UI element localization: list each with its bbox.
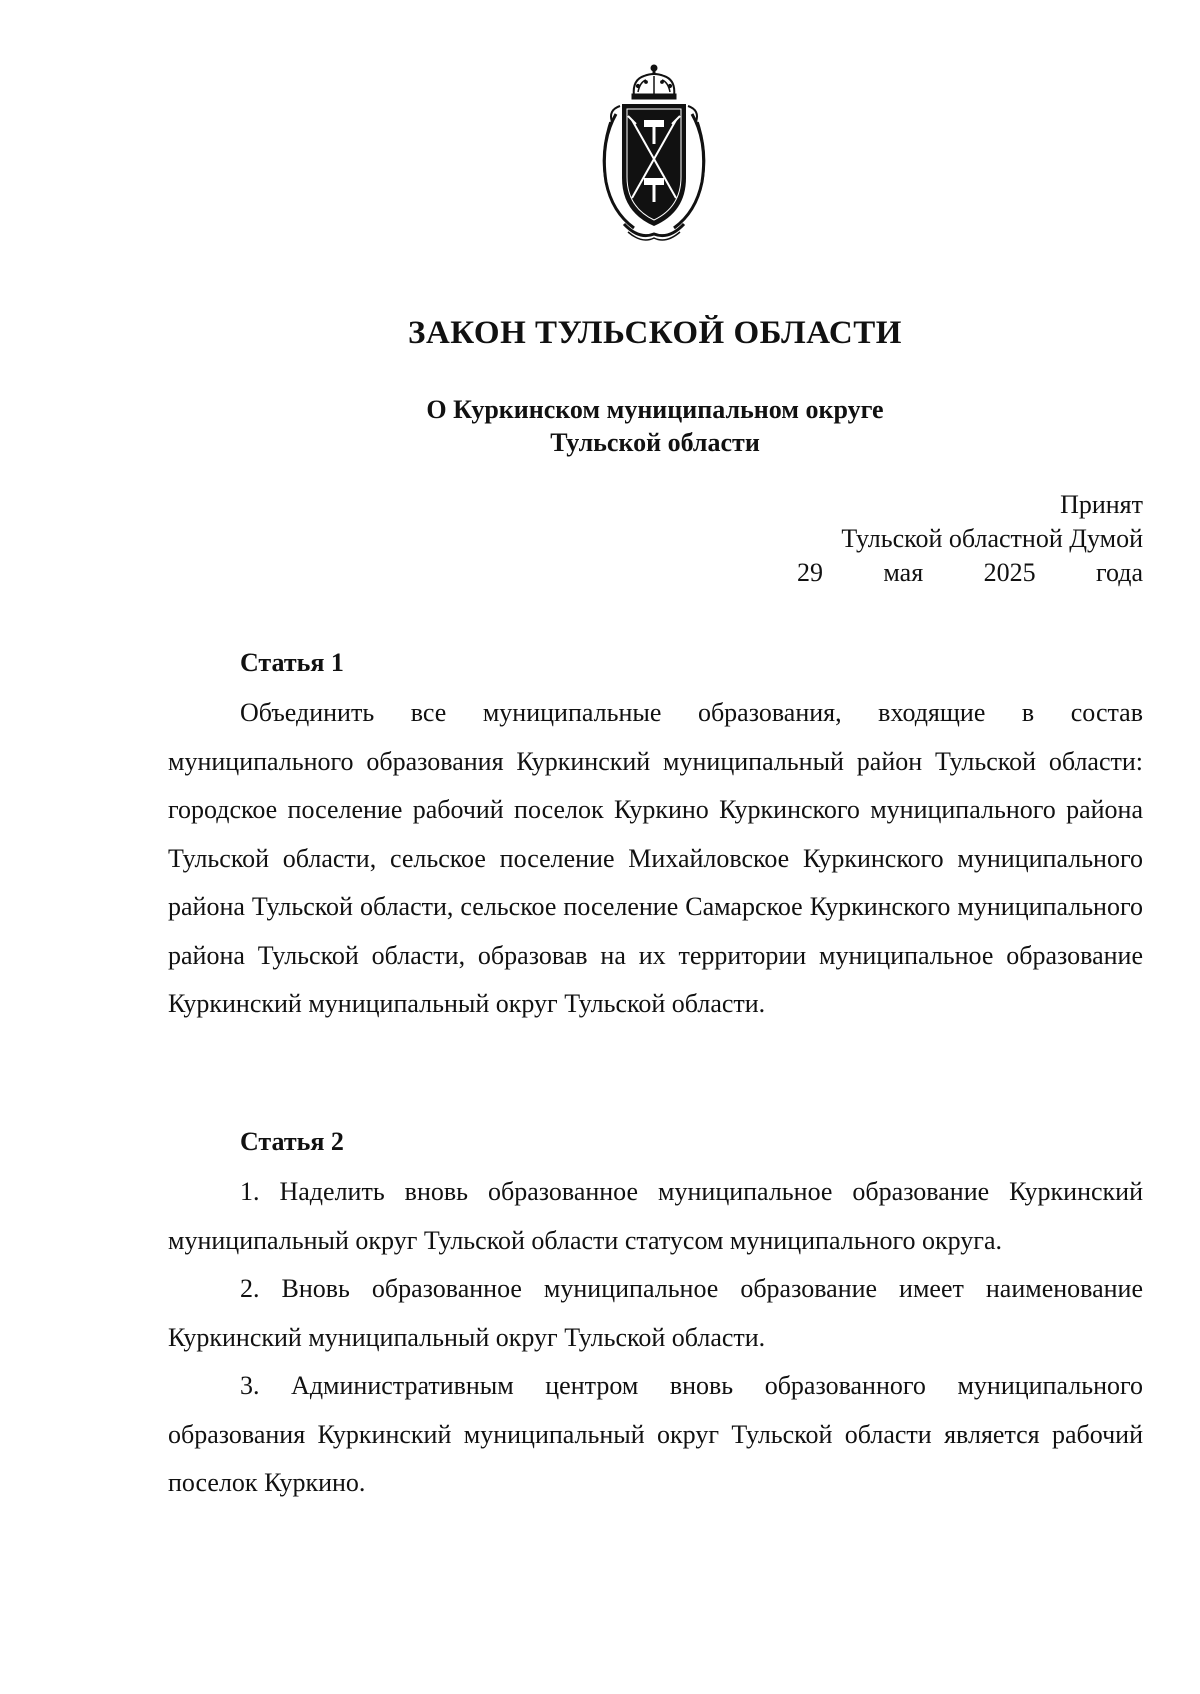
- article-paragraph: Объединить все муниципальные образования, входящие в состав муниципального образования Куркинский муниципальный район Тульской области: городское поселение рабочий поселок Куркино Куркинского муниципального района Тульской области, сельское поселение Михайловское Куркинского муниципального района Тульской области, сельское поселение Самарское Куркинского муниципального района Тульской области, образовав на их территории муниципальное образование Куркинский муниципальный округ Тульской области.: [168, 698, 1143, 1018]
- article-paragraph: 1. Наделить вновь образованное муниципальное образование Куркинский муниципальный округ Тульской области статусом муниципального округа.: [168, 1177, 1143, 1255]
- law-subtitle-line: Тульской области: [550, 428, 760, 457]
- article-2-body: [168, 1168, 1143, 1508]
- law-subtitle: [0, 393, 1200, 459]
- adoption-year-suffix: года: [1095, 558, 1143, 587]
- adoption-label: Принят: [1060, 490, 1143, 519]
- adoption-date: [797, 556, 1143, 590]
- law-subtitle-line: О Куркинском муниципальном округе: [426, 395, 884, 424]
- law-title: ЗАКОН ТУЛЬСКОЙ ОБЛАСТИ: [408, 315, 902, 351]
- coat-of-arms-icon: [594, 62, 714, 244]
- article-paragraph: 2. Вновь образованное муниципальное образование имеет наименование Куркинский муниципальный округ Тульской области.: [168, 1274, 1143, 1352]
- article-paragraph: 3. Административным центром вновь образованного муниципального образования Куркинский муниципальный округ Тульской области является рабочий поселок Куркино.: [168, 1371, 1143, 1497]
- article-1-body: [168, 689, 1143, 1029]
- adoption-body: Тульской областной Думой: [841, 524, 1143, 553]
- adoption-note: [797, 488, 1143, 590]
- article-2-heading: Статья 2: [240, 1127, 344, 1156]
- adoption-month: мая: [883, 558, 924, 587]
- article-1-heading: Статья 1: [240, 648, 344, 677]
- adoption-day: 29: [797, 558, 823, 587]
- adoption-year: 2025: [983, 558, 1036, 587]
